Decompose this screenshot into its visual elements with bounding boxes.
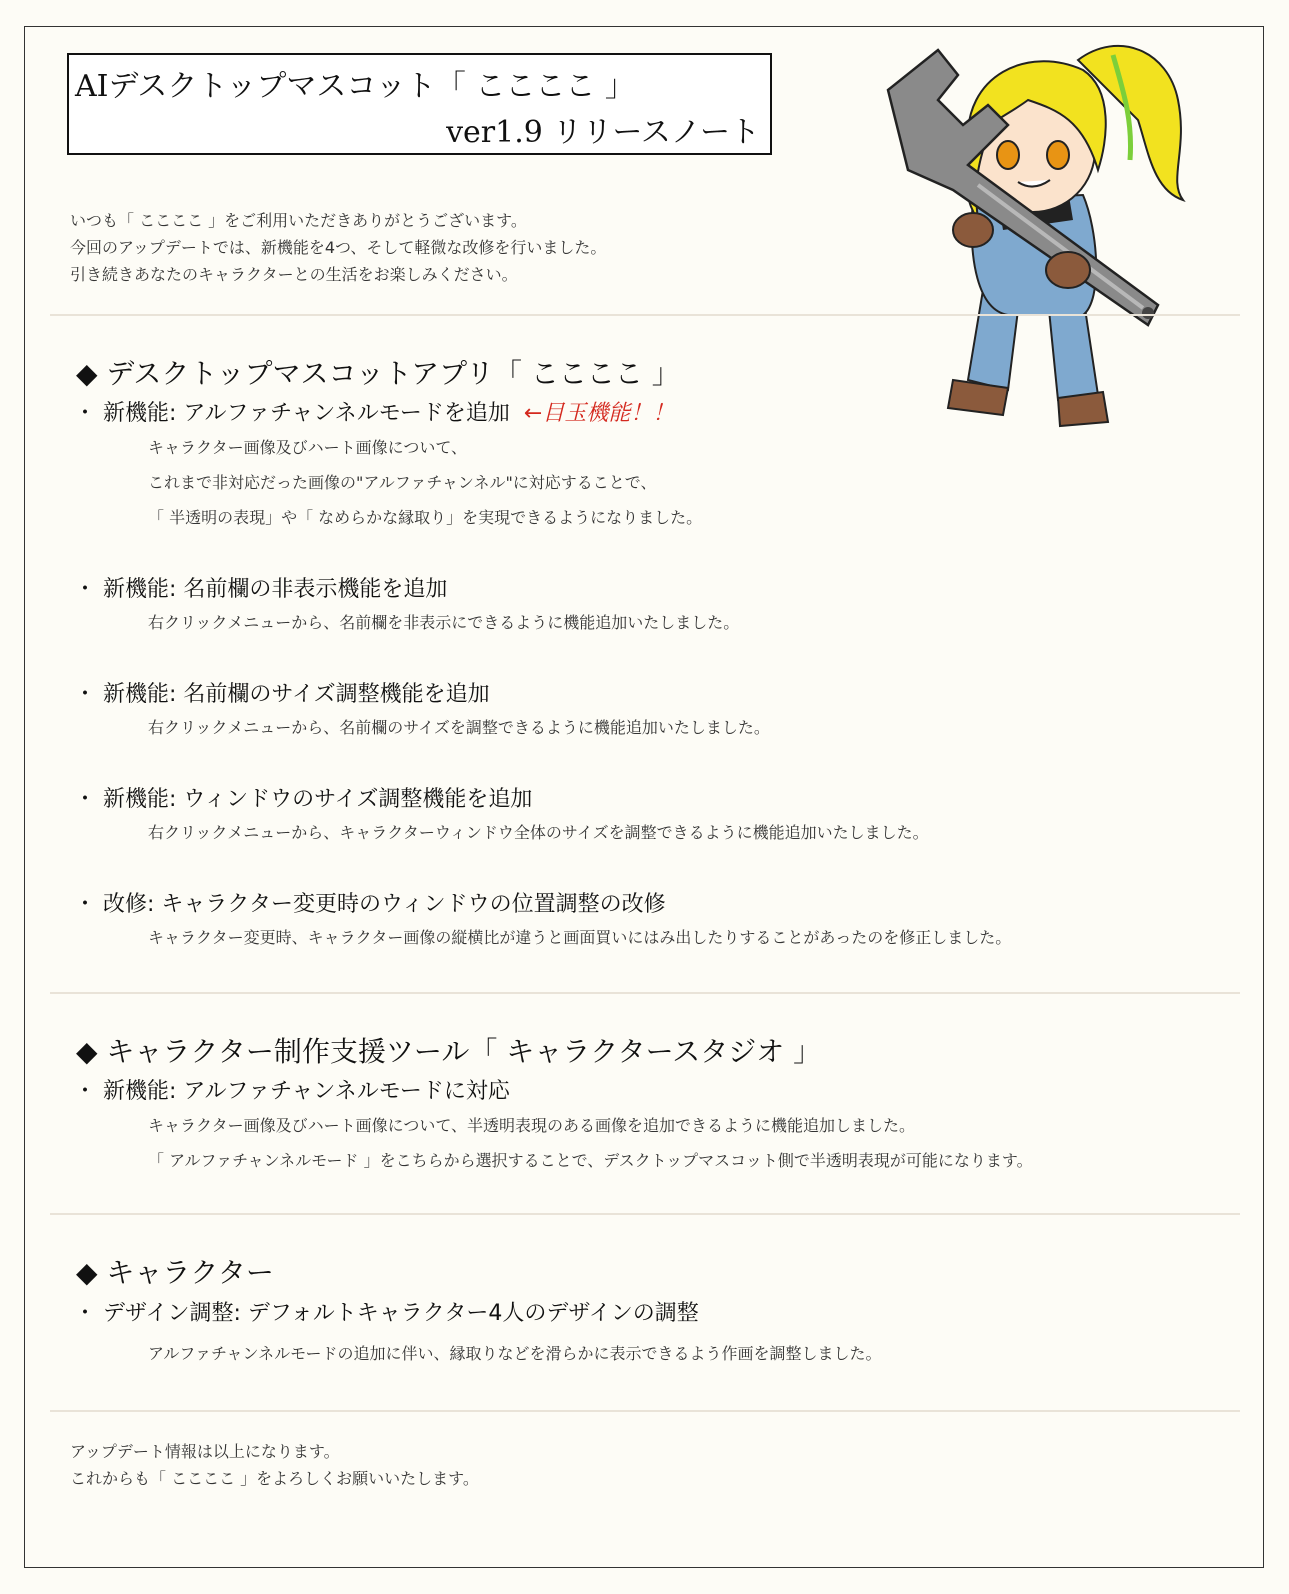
divider: [50, 1410, 1240, 1412]
outro-line: アップデート情報は以上になります。: [70, 1442, 340, 1461]
section-title-character: ◆ キャラクター: [76, 1256, 274, 1289]
intro-line: 引き続きあなたのキャラクターとの生活をお楽しみください。: [70, 265, 518, 284]
divider: [50, 314, 1240, 316]
description-line: キャラクター画像及びハート画像について、半透明表現のある画像を追加できるように機能追加しました。: [148, 1116, 916, 1135]
item-title-name-hide: ・ 新機能: 名前欄の非表示機能を追加: [74, 577, 448, 602]
divider: [50, 992, 1240, 994]
item-title-studio-alpha: ・ 新機能: アルファチャンネルモードに対応: [74, 1079, 510, 1104]
description-line: 右クリックメニューから、名前欄を非表示にできるように機能追加いたしました。: [148, 613, 740, 632]
item-description: [148, 430, 702, 535]
item-description: [148, 710, 770, 745]
item-description: [148, 605, 739, 640]
item-description: [148, 1108, 1033, 1178]
description-line: キャラクター変更時、キャラクター画像の縦横比が違うと画面買いにはみ出したりすることがあったのを修正しました。: [148, 928, 1012, 947]
title-box: [67, 53, 772, 155]
intro-text: [70, 207, 606, 288]
item-title-window-position: ・ 改修: キャラクター変更時のウィンドウの位置調整の改修: [74, 892, 666, 917]
title-app-name: AIデスクトップマスコット「 ここここ 」: [75, 69, 635, 104]
description-line: 右クリックメニューから、キャラクターウィンドウ全体のサイズを調整できるように機能追加いたしました。: [148, 823, 929, 842]
highlight-label: ←目玉機能！！: [523, 401, 675, 426]
description-line: 「 半透明の表現」や「 なめらかな縁取り」を実現できるようになりました。: [148, 508, 703, 527]
item-title-window-size: ・ 新機能: ウィンドウのサイズ調整機能を追加: [74, 787, 533, 812]
mascot-mechanic-illustration: [868, 30, 1208, 440]
description-line: これまで非対応だった画像の"アルファチャンネル"に対応することで、: [148, 473, 657, 492]
item-title-name-size: ・ 新機能: 名前欄のサイズ調整機能を追加: [74, 682, 490, 707]
item-description: [148, 815, 929, 850]
section-title-character-studio: ◆ キャラクター制作支援ツール「 キャラクタースタジオ 」: [76, 1035, 822, 1068]
description-line: アルファチャンネルモードの追加に伴い、縁取りなどを滑らかに表示できるよう作画を調整しました。: [148, 1344, 882, 1363]
item-title-design-adjust: ・ デザイン調整: デフォルトキャラクター4人のデザインの調整: [74, 1301, 699, 1326]
title-version: ver1.9 リリースノート: [446, 115, 760, 150]
description-line: 「 アルファチャンネルモード 」をこちらから選択することで、デスクトップマスコット側で半透明表現が可能になります。: [148, 1151, 1033, 1170]
outro-line: これからも「 ここここ 」をよろしくお願いいたします。: [70, 1469, 479, 1488]
intro-line: 今回のアップデートでは、新機能を4つ、そして軽微な改修を行いました。: [70, 238, 607, 257]
outro-text: [70, 1438, 479, 1492]
intro-line: いつも「 ここここ 」をご利用いただきありがとうございます。: [70, 211, 527, 230]
description-line: 右クリックメニューから、名前欄のサイズを調整できるように機能追加いたしました。: [148, 718, 770, 737]
item-description: [148, 1336, 881, 1371]
divider: [50, 1213, 1240, 1215]
item-title-alpha-channel: [74, 396, 674, 427]
description-line: キャラクター画像及びハート画像について、: [148, 438, 468, 457]
section-title-desktop-mascot: ◆ デスクトップマスコットアプリ「 ここここ 」: [76, 357, 680, 390]
item-title-text: ・ 新機能: アルファチャンネルモードを追加: [74, 401, 510, 426]
item-description: [148, 920, 1011, 955]
